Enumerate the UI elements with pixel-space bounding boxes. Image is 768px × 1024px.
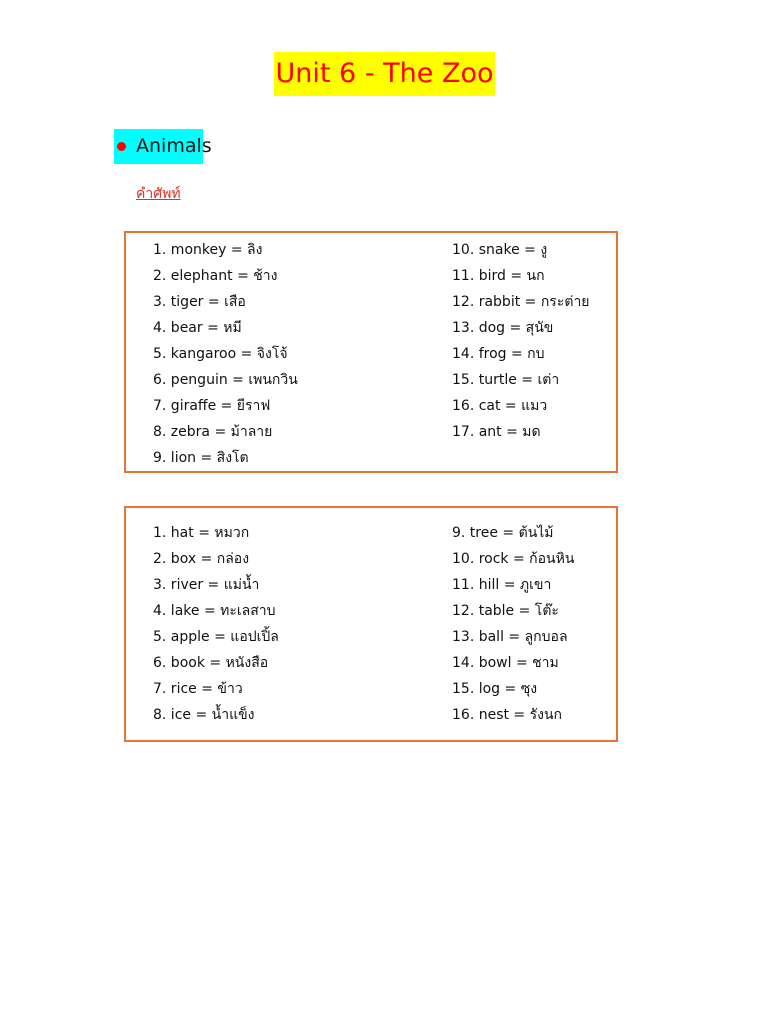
vocab-item: 15. turtle = เต่า xyxy=(452,372,560,388)
vocab-item: 4. bear = หมี xyxy=(153,320,242,336)
vocab-item: 16. cat = แมว xyxy=(452,398,548,414)
vocab-item: 14. bowl = ชาม xyxy=(452,655,559,671)
vocab-item: 8. ice = น้ำแข็ง xyxy=(153,707,255,723)
vocab-item: 16. nest = รังนก xyxy=(452,707,563,723)
animals-vocab-right-column xyxy=(452,237,590,445)
vocab-item: 11. bird = นก xyxy=(452,268,545,284)
vocab-item: 9. tree = ต้นไม้ xyxy=(452,525,554,541)
vocab-item: 1. hat = หมวก xyxy=(153,525,250,541)
animals-vocab-left-column xyxy=(153,237,298,471)
vocab-item: 2. elephant = ช้าง xyxy=(153,268,278,284)
vocab-item: 17. ant = มด xyxy=(452,424,541,440)
vocab-item: 3. river = แม่น้ำ xyxy=(153,577,260,593)
vocab-item: 6. book = หนังสือ xyxy=(153,655,269,671)
vocab-item: 15. log = ซุง xyxy=(452,681,538,697)
objects-vocab-left-column xyxy=(153,520,279,728)
vocab-item: 9. lion = สิงโต xyxy=(153,450,249,466)
page-title: Unit 6 - The Zoo xyxy=(274,52,495,96)
section-heading-animals xyxy=(114,129,212,164)
vocab-item: 10. rock = ก้อนหิน xyxy=(452,551,575,567)
vocab-item: 7. rice = ข้าว xyxy=(153,681,243,697)
vocab-item: 13. dog = สุนัข xyxy=(452,320,554,336)
objects-vocab-right-column xyxy=(452,520,574,728)
objects-vocab-box xyxy=(124,506,618,742)
vocab-item: 1. monkey = ลิง xyxy=(153,242,263,258)
bullet-dot-icon xyxy=(117,142,126,151)
vocab-item: 11. hill = ภูเขา xyxy=(452,577,552,593)
vocab-item: 6. penguin = เพนกวิน xyxy=(153,372,298,388)
vocab-item: 14. frog = กบ xyxy=(452,346,545,362)
vocabulary-heading: คำศัพท์ xyxy=(136,186,181,202)
vocab-item: 3. tiger = เสือ xyxy=(153,294,246,310)
animals-vocab-box xyxy=(124,231,618,473)
section-heading-label: Animals xyxy=(136,135,212,157)
vocab-item: 5. apple = แอปเปิ้ล xyxy=(153,629,279,645)
vocab-item: 13. ball = ลูกบอล xyxy=(452,629,568,645)
vocab-item: 7. giraffe = ยีราฟ xyxy=(153,398,271,414)
vocab-item: 2. box = กล่อง xyxy=(153,551,250,567)
vocab-item: 8. zebra = ม้าลาย xyxy=(153,424,273,440)
vocab-item: 12. rabbit = กระต่าย xyxy=(452,294,590,310)
vocab-item: 4. lake = ทะเลสาบ xyxy=(153,603,276,619)
vocab-item: 5. kangaroo = จิงโจ้ xyxy=(153,346,288,362)
vocab-item: 12. table = โต๊ะ xyxy=(452,603,559,619)
vocab-item: 10. snake = งู xyxy=(452,242,548,258)
